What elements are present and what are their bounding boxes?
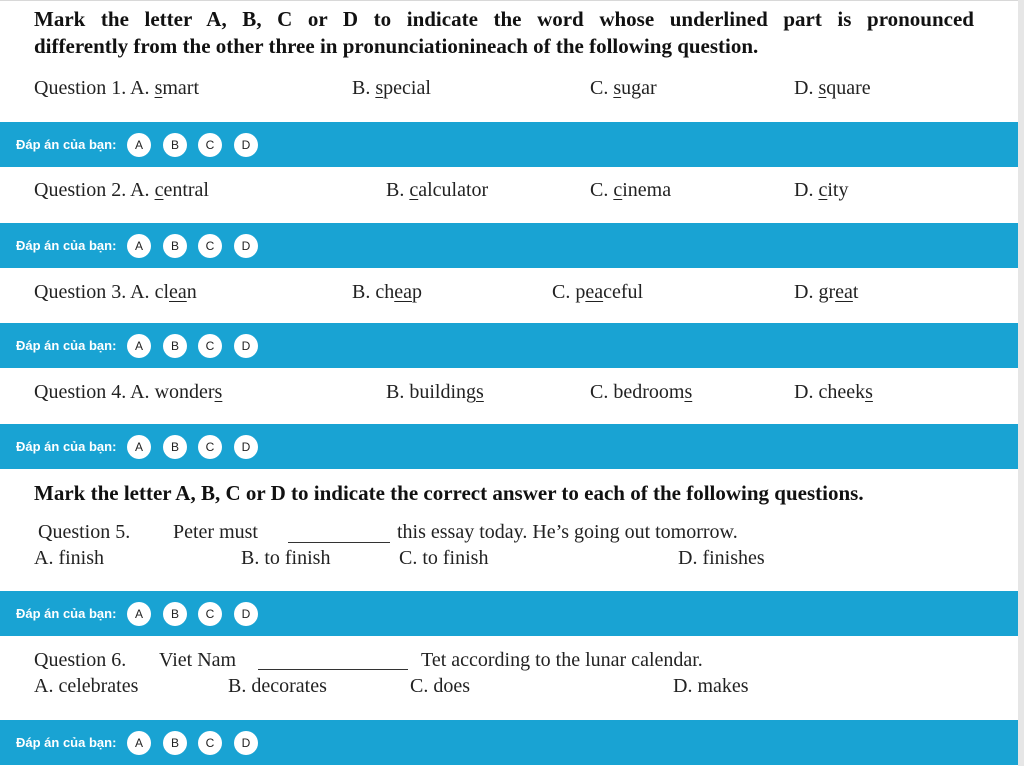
answer-q1-option-c[interactable]: C — [198, 133, 222, 157]
section1-instruction-line2: differently from the other three in pronunciationineach of the following question. — [34, 34, 759, 58]
question-3-option-d: D. great — [794, 281, 859, 303]
answer-q4-option-c[interactable]: C — [198, 435, 222, 459]
question-2-option-c: C. cinema — [590, 179, 672, 201]
answer-bar-label: Đáp án của bạn: — [16, 439, 117, 454]
answer-q6-option-b[interactable]: B — [163, 731, 187, 755]
answer-bar-q5 — [0, 591, 1018, 636]
section1-instruction-line1: Mark the letter A, B, C or D to indicate the word whose underlined part is pronounced — [34, 7, 974, 31]
answer-q5-option-d[interactable]: D — [234, 602, 258, 626]
answer-q5-option-b[interactable]: B — [163, 602, 187, 626]
question-6-option-a: A. celebrates — [34, 675, 139, 697]
question-4-option-d: D. cheeks — [794, 381, 873, 403]
question-5-blank — [288, 542, 390, 543]
question-6-stem-before: Viet Nam — [159, 649, 237, 671]
question-5-number: Question 5. — [38, 521, 131, 543]
answer-q1-option-d[interactable]: D — [234, 133, 258, 157]
question-2-option-d: D. city — [794, 179, 849, 201]
question-4-option-c: C. bedrooms — [590, 381, 693, 403]
answer-q4-option-b[interactable]: B — [163, 435, 187, 459]
answer-q2-option-a[interactable]: A — [127, 234, 151, 258]
answer-bar-label: Đáp án của bạn: — [16, 338, 117, 353]
question-6-option-b: B. decorates — [228, 675, 327, 697]
question-3-option-b: B. cheap — [352, 281, 422, 303]
question-1-option-c: C. sugar — [590, 77, 657, 99]
answer-q5-option-c[interactable]: C — [198, 602, 222, 626]
answer-q2-option-c[interactable]: C — [198, 234, 222, 258]
question-1-option-b: B. special — [352, 77, 431, 99]
answer-bar-label: Đáp án của bạn: — [16, 137, 117, 152]
question-6-blank — [258, 669, 408, 670]
answer-bar-q6 — [0, 720, 1018, 765]
scrollbar-track[interactable] — [1018, 0, 1024, 766]
answer-q6-option-a[interactable]: A — [127, 731, 151, 755]
answer-bar-label: Đáp án của bạn: — [16, 735, 117, 750]
answer-q1-option-a[interactable]: A — [127, 133, 151, 157]
question-6-number: Question 6. — [34, 649, 127, 671]
answer-q3-option-d[interactable]: D — [234, 334, 258, 358]
answer-bar-label: Đáp án của bạn: — [16, 606, 117, 621]
question-4-option-b: B. buildings — [386, 381, 484, 403]
answer-bar-q3 — [0, 323, 1018, 368]
question-3-option-a: Question 3. A. clean — [34, 281, 197, 303]
answer-q5-option-a[interactable]: A — [127, 602, 151, 626]
answer-q2-option-d[interactable]: D — [234, 234, 258, 258]
answer-bar-label: Đáp án của bạn: — [16, 238, 117, 253]
question-6-stem-after: Tet according to the lunar calendar. — [421, 649, 703, 671]
question-4-option-a: Question 4. A. wonders — [34, 381, 223, 403]
answer-bar-q4 — [0, 424, 1018, 469]
answer-q3-option-c[interactable]: C — [198, 334, 222, 358]
answer-q4-option-d[interactable]: D — [234, 435, 258, 459]
answer-q2-option-b[interactable]: B — [163, 234, 187, 258]
answer-q6-option-d[interactable]: D — [234, 731, 258, 755]
question-3-option-c: C. peaceful — [552, 281, 644, 303]
question-6-option-c: C. does — [410, 675, 470, 697]
answer-q3-option-a[interactable]: A — [127, 334, 151, 358]
question-5-option-b: B. to finish — [241, 547, 331, 569]
question-1-option-a: Question 1. A. smart — [34, 77, 200, 99]
answer-q1-option-b[interactable]: B — [163, 133, 187, 157]
answer-bar-q1 — [0, 122, 1018, 167]
question-5-stem-before: Peter must — [173, 521, 258, 543]
section2-instruction: Mark the letter A, B, C or D to indicate the correct answer to each of the following questions. — [34, 481, 864, 505]
question-5-option-d: D. finishes — [678, 547, 765, 569]
question-2-option-a: Question 2. A. central — [34, 179, 209, 201]
question-5-stem-after: this essay today. He’s going out tomorrow. — [397, 521, 738, 543]
answer-q6-option-c[interactable]: C — [198, 731, 222, 755]
question-5-option-a: A. finish — [34, 547, 104, 569]
question-2-option-b: B. calculator — [386, 179, 489, 201]
answer-q3-option-b[interactable]: B — [163, 334, 187, 358]
top-border — [0, 0, 1018, 1]
answer-q4-option-a[interactable]: A — [127, 435, 151, 459]
question-6-option-d: D. makes — [673, 675, 749, 697]
question-1-option-d: D. square — [794, 77, 871, 99]
question-5-option-c: C. to finish — [399, 547, 489, 569]
answer-bar-q2 — [0, 223, 1018, 268]
